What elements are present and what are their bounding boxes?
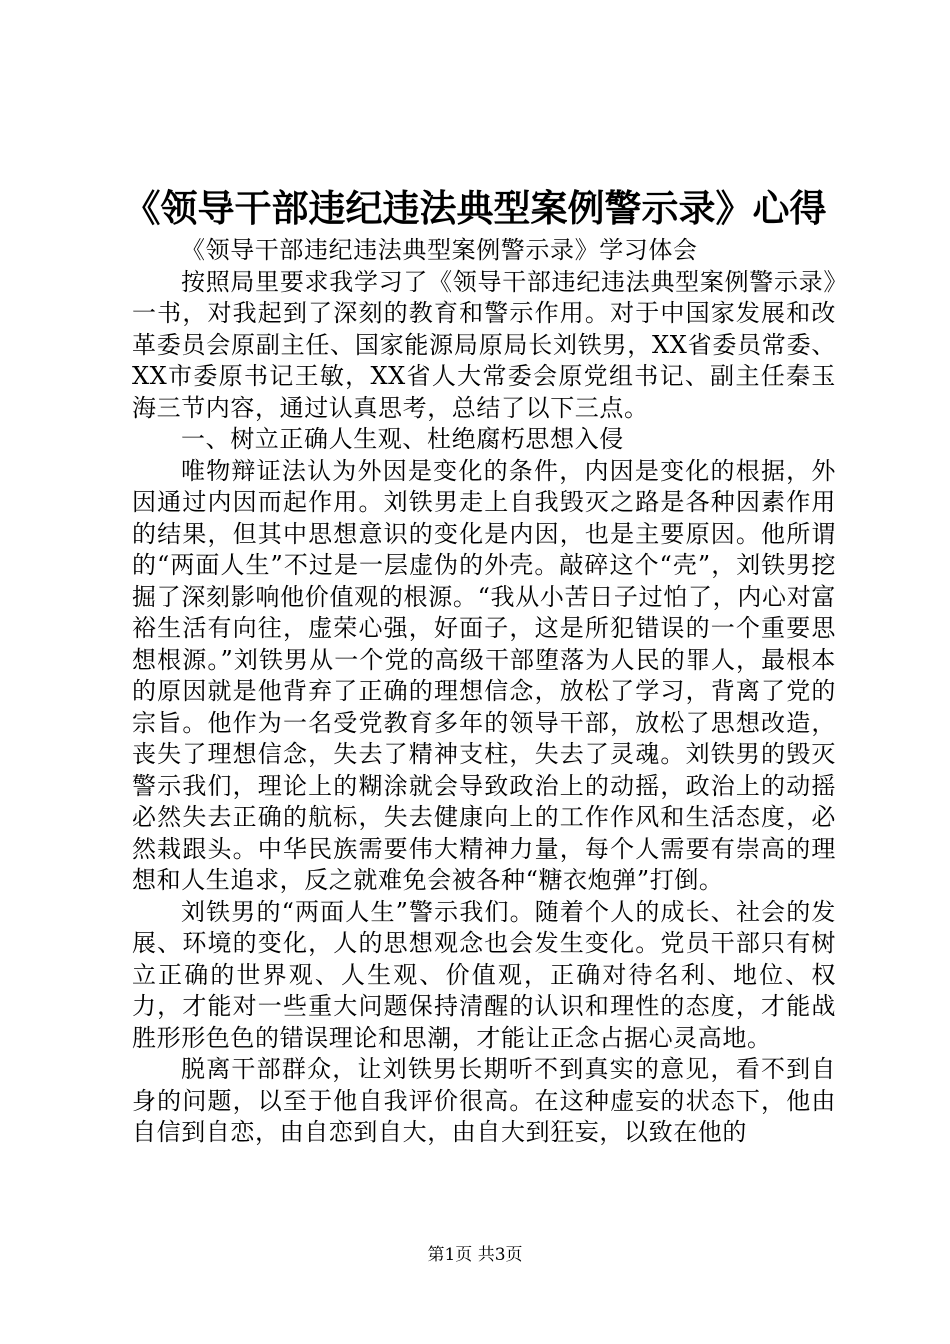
document-title: 《领导干部违纪违法典型案例警示录》心得 [123,186,827,230]
paragraph-section-1c: 脱离干部群众，让刘铁男长期听不到真实的意见，看不到自身的问题，以至于他自我评价很高。在这种虚妄的状态下，他由自信到自恋，由自恋到自大，由自大到狂妄，以致在他的 [132,1055,836,1146]
paragraph-intro: 按照局里要求我学习了《领导干部违纪违法典型案例警示录》一书，对我起到了深刻的教育和警示作用。对于中国家发展和改革委员会原副主任、国家能源局原局长刘铁男，XX省委员常委、XX市委原书记王敏，XX省人大常委会原党组书记、副主任秦玉海三节内容，通过认真思考，总结了以下三点。 [132,267,836,422]
section-heading-1: 一、树立正确人生观、杜绝腐朽思想入侵 [181,425,624,453]
paragraph-section-1a: 唯物辩证法认为外因是变化的条件，内因是变化的根据，外因通过内因而起作用。刘铁男走上自我毁灭之路是各种因素作用的结果，但其中思想意识的变化是内因，也是主要原因。他所谓的“两面人生”不过是一层虚伪的外壳。敲碎这个“壳”，刘铁男挖掘了深刻影响他价值观的根源。“我从小苦日子过怕了，内心对富裕生活有向往，虚荣心强，好面子，这是所犯错误的一个重要思想根源。”刘铁男从一个党的高级干部堕落为人民的罪人，最根本的原因就是他背弃了正确的理想信念，放松了学习，背离了党的宗旨。他作为一名受党教育多年的领导干部，放松了思想改造，丧失了理想信念，失去了精神支柱，失去了灵魂。刘铁男的毁灭警示我们，理论上的糊涂就会导致政治上的动摇，政治上的动摇必然失去正确的航标，失去健康向上的工作作风和生活态度，必然栽跟头。中华民族需要伟大精神力量，每个人需要有崇高的理想和人生追求，反之就难免会被各种“糖衣炮弹”打倒。 [132,456,836,894]
page-footer: 第1页 共3页 [427,1245,523,1265]
paragraph-section-1b: 刘铁男的“两面人生”警示我们。随着个人的成长、社会的发展、环境的变化，人的思想观念也会发生变化。党员干部只有树立正确的世界观、人生观、价值观，正确对待名利、地位、权力，才能对一些重大问题保持清醒的认识和理性的态度，才能战胜形形色色的错误理论和思潮，才能让正念占据心灵高地。 [132,897,836,1052]
document-body [132,235,836,1149]
paragraph-subtitle: 《领导干部违纪违法典型案例警示录》学习体会 [181,236,698,264]
